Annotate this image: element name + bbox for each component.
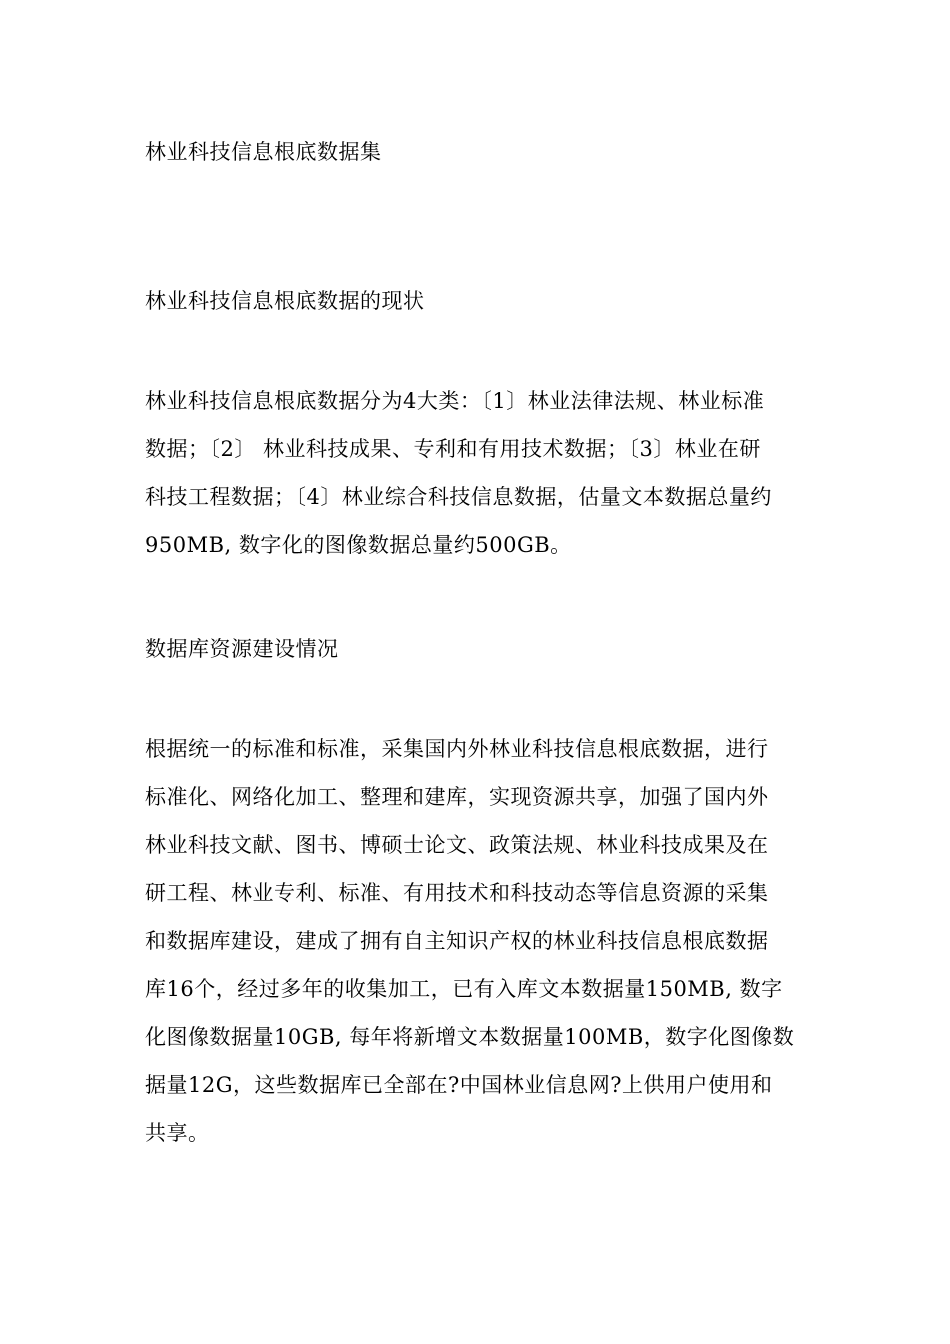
paragraph-line: 共享。 [145,1121,210,1145]
paragraph-line: 科技工程数据；〔4〕林业综合科技信息数据，估量文本数据总量约 [145,485,772,509]
paragraph-line: 林业科技信息根底数据分为4大类：〔1〕林业法律法规、林业标准 [145,389,765,413]
section-heading-database-construction: 数据库资源建设情况 [145,637,339,661]
paragraph-database-construction [145,725,810,1157]
paragraph-data-status [145,377,810,569]
paragraph-line: 数据；〔2〕 林业科技成果、专利和有用技术数据；〔3〕林业在研 [145,437,761,461]
paragraph-line: 据量12G，这些数据库已全部在?中国林业信息网?上供用户使用和 [145,1073,773,1097]
paragraph-line: 标准化、网络化加工、整理和建库，实现资源共享，加强了国内外 [145,785,769,809]
paragraph-line: 和数据库建设，建成了拥有自主知识产权的林业科技信息根底数据 [145,929,769,953]
paragraph-line: 化图像数据量10GB, 每年将新增文本数据量100MB，数字化图像数 [145,1025,795,1049]
paragraph-line: 林业科技文献、图书、博硕士论文、政策法规、林业科技成果及在 [145,833,769,857]
section-heading-status: 林业科技信息根底数据的现状 [145,289,425,313]
paragraph-line: 研工程、林业专利、标准、有用技术和科技动态等信息资源的采集 [145,881,769,905]
document-title: 林业科技信息根底数据集 [145,140,382,164]
paragraph-line: 库16个，经过多年的收集加工，已有入库文本数据量150MB, 数字 [145,977,783,1001]
paragraph-line: 根据统一的标准和标准，采集国内外林业科技信息根底数据，进行 [145,737,769,761]
paragraph-line: 950MB, 数字化的图像数据总量约500GB。 [145,533,572,557]
